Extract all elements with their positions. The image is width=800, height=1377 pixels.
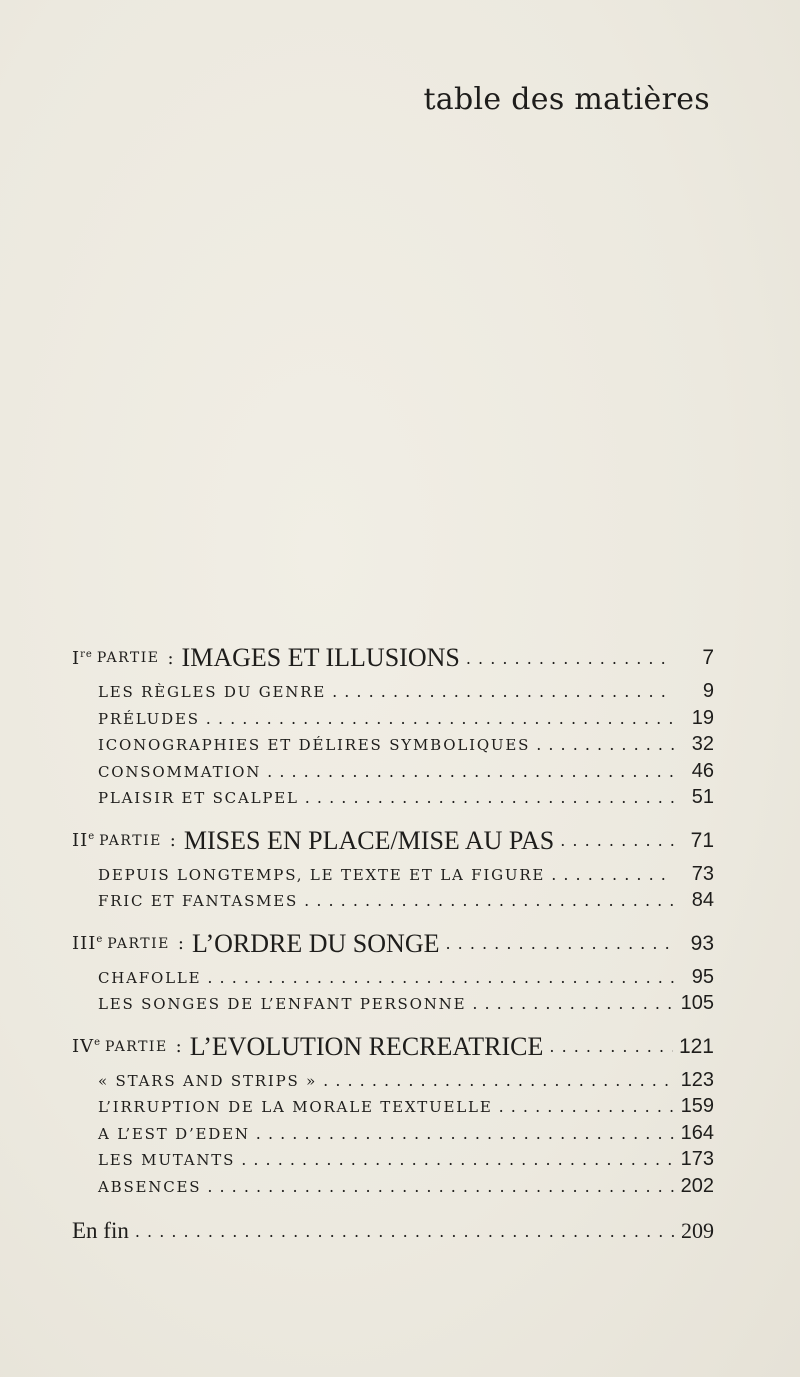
dot-leader <box>207 968 674 987</box>
dot-leader <box>305 788 674 807</box>
part-heading[interactable] <box>72 636 714 680</box>
dot-leader <box>445 934 674 953</box>
part-title: L’ORDRE DU SONGE <box>191 928 440 958</box>
table-of-contents <box>72 630 714 1253</box>
page-number: 123 <box>680 1068 714 1091</box>
part-colon: : <box>177 933 184 954</box>
dot-leader <box>466 649 674 668</box>
chapter-title: CONSOMMATION <box>98 762 262 781</box>
dot-leader <box>499 1097 674 1116</box>
part-number: IIIe <box>72 933 104 954</box>
chapter-entry[interactable] <box>72 889 714 916</box>
part-colon: : <box>167 647 174 669</box>
chapter-entry[interactable] <box>72 680 714 707</box>
chapter-title: ABSENCES <box>98 1177 202 1196</box>
chapter-title: « STARS AND STRIPS » <box>98 1071 318 1090</box>
chapter-title: A L’EST D’EDEN <box>98 1124 250 1143</box>
dot-leader <box>323 1071 674 1090</box>
dot-leader <box>241 1150 674 1169</box>
part-3 <box>72 922 714 1019</box>
chapter-entry[interactable] <box>72 1095 714 1122</box>
final-entry[interactable] <box>72 1209 714 1253</box>
page-number: 71 <box>690 828 714 852</box>
dot-leader <box>267 762 674 781</box>
chapter-entry[interactable] <box>72 1175 714 1202</box>
dot-leader <box>472 994 674 1013</box>
dot-leader <box>536 735 674 754</box>
dot-leader <box>560 831 674 850</box>
page-number: 19 <box>691 706 714 729</box>
part-title: L’EVOLUTION RECREATRICE <box>189 1031 544 1061</box>
page-number: 51 <box>691 786 714 808</box>
page-number: 46 <box>691 759 714 782</box>
part-heading[interactable] <box>72 1025 714 1069</box>
dot-leader <box>256 1124 674 1143</box>
part-heading[interactable] <box>72 819 714 863</box>
part-4 <box>72 1025 714 1202</box>
page-number: 84 <box>691 889 714 911</box>
dot-leader <box>206 709 674 728</box>
dot-leader <box>332 682 674 701</box>
page-number: 32 <box>691 733 714 755</box>
chapter-title: ICONOGRAPHIES ET DÉLIRES SYMBOLIQUES <box>98 736 531 754</box>
page-number: 9 <box>702 680 714 702</box>
page-number: 73 <box>691 862 714 885</box>
chapter-title: LES RÈGLES DU GENRE <box>98 683 327 701</box>
part-label: PARTIE <box>99 832 162 849</box>
page-title: table des matières <box>423 82 710 117</box>
chapter-title: LES SONGES DE L’ENFANT PERSONNE <box>98 995 467 1013</box>
part-number: IVe <box>72 1036 102 1057</box>
dot-leader <box>207 1177 674 1196</box>
page-number: 105 <box>680 992 714 1014</box>
page-number: 95 <box>691 965 714 988</box>
chapter-entry[interactable] <box>72 1122 714 1149</box>
final-title: En fin <box>72 1218 129 1243</box>
page-number: 173 <box>680 1148 714 1170</box>
chapter-title: PRÉLUDES <box>98 709 200 728</box>
page-number: 93 <box>690 931 714 955</box>
chapter-entry[interactable] <box>72 992 714 1019</box>
page-number: 7 <box>702 646 714 669</box>
chapter-entry[interactable] <box>72 707 714 734</box>
chapter-entry[interactable] <box>72 1069 714 1096</box>
dot-leader <box>549 1037 673 1056</box>
page-number: 159 <box>680 1095 714 1117</box>
chapter-entry[interactable] <box>72 733 714 760</box>
dot-leader <box>551 865 674 884</box>
chapter-title: L’IRRUPTION DE LA MORALE TEXTUELLE <box>98 1098 493 1116</box>
part-2 <box>72 819 714 916</box>
part-label: PARTIE <box>96 650 160 666</box>
part-1 <box>72 636 714 813</box>
chapter-entry[interactable] <box>72 786 714 813</box>
chapter-title: CHAFOLLE <box>98 968 202 987</box>
part-label: PARTIE <box>107 935 170 952</box>
part-number: Ire <box>72 647 93 669</box>
part-colon: : <box>169 830 176 851</box>
part-title: MISES EN PLACE/MISE AU PAS <box>183 825 555 855</box>
part-colon: : <box>175 1036 182 1057</box>
chapter-entry[interactable] <box>72 760 714 787</box>
chapter-title: PLAISIR ET SCALPEL <box>98 789 299 807</box>
chapter-entry[interactable] <box>72 1148 714 1175</box>
chapter-title: FRIC ET FANTASMES <box>98 892 299 910</box>
chapter-title: DEPUIS LONGTEMPS, LE TEXTE ET LA FIGURE <box>98 865 546 884</box>
page-number: 209 <box>681 1218 714 1243</box>
dot-leader <box>135 1222 674 1241</box>
chapter-entry[interactable] <box>72 966 714 993</box>
page-number: 121 <box>678 1034 714 1058</box>
chapter-entry[interactable] <box>72 863 714 890</box>
page-number: 202 <box>680 1174 714 1197</box>
page-number: 164 <box>680 1121 714 1144</box>
part-label: PARTIE <box>105 1038 168 1055</box>
part-number: IIe <box>72 830 96 851</box>
dot-leader <box>304 891 674 910</box>
part-heading[interactable] <box>72 922 714 966</box>
chapter-title: LES MUTANTS <box>98 1151 236 1169</box>
part-title: IMAGES ET ILLUSIONS <box>181 643 460 672</box>
